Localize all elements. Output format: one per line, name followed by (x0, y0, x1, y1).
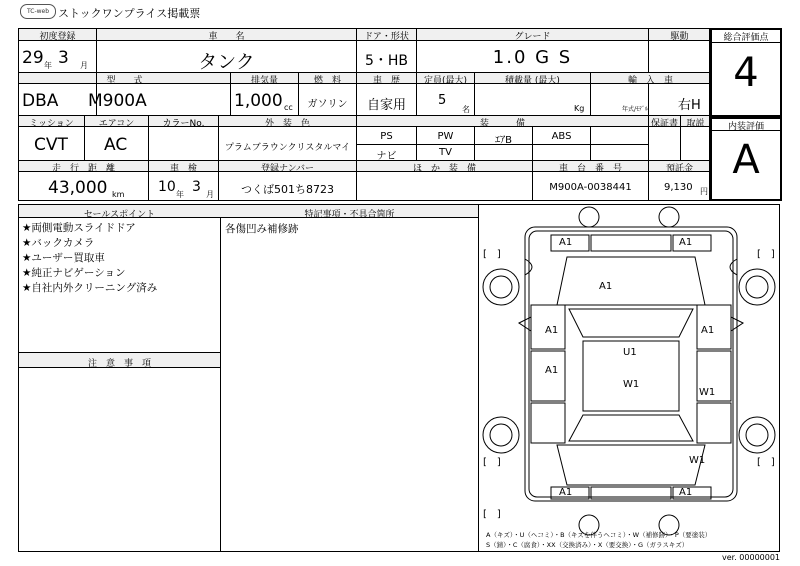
steering: 右H (678, 98, 701, 113)
capacity-label: 定員(最大) (423, 76, 468, 86)
car-name: タンク (198, 51, 255, 73)
grade-label: グレード (514, 32, 551, 42)
car-name-label: 車 名 (208, 32, 245, 42)
first-reg-month: 3 (58, 48, 69, 68)
plate-label: 登録ナンバー (261, 164, 314, 174)
damage-mark: A1 (701, 325, 715, 336)
fuel: ガソリン (307, 99, 348, 110)
first-reg-year-unit: 年 (44, 61, 52, 70)
model-label: 型 式 (106, 76, 143, 86)
exterior-color-label: 外 装 色 (264, 119, 310, 129)
load-unit: Kg (574, 104, 585, 113)
damage-mark: A1 (679, 487, 693, 498)
equip-tv: TV (439, 147, 452, 158)
bracket: [ ] (483, 249, 501, 260)
damage-mark: W1 (689, 455, 706, 466)
page-title: ストックワンプライス掲載票 (58, 7, 201, 20)
list-item: ★自社内外クリーニング済み (22, 282, 158, 294)
first-reg-label: 初度登録 (39, 32, 76, 42)
mileage: 43,000 (48, 178, 108, 198)
special-notes-label: 特記事項・不具合箇所 (304, 210, 395, 220)
load-label: 積載量 (最大) (505, 76, 560, 86)
other-equipment-label: ほ か 装 備 (412, 164, 476, 174)
capacity: 5 (438, 93, 447, 108)
list-item: ★ユーザー買取車 (22, 252, 105, 264)
inspection-year: 10 (158, 179, 176, 195)
chassis-no-label: 車 台 番 号 (558, 164, 622, 174)
bracket: [ ] (483, 457, 501, 468)
price-label: 預託金 (665, 164, 693, 174)
overall-score-value: 4 (733, 50, 759, 96)
manual-label: 取説 (686, 119, 705, 129)
bracket: [ ] (483, 509, 501, 520)
warranty-label: 保証書 (650, 119, 678, 129)
displacement: 1,000 (234, 91, 283, 111)
exterior-color: プラムブラウンクリスタルマイ (224, 143, 351, 153)
special-notes: 各傷凹み補修跡 (225, 223, 299, 235)
inspection-month-unit: 月 (206, 190, 214, 199)
fuel-label: 燃 料 (313, 76, 341, 86)
overall-score-label: 総合評価点 (723, 33, 769, 43)
legend-line-2: S（錆）・C（腐食）・XX（交換済み）・X（要交換）・G（ガラスキズ） (486, 541, 689, 549)
model: M900A (88, 91, 147, 111)
first-reg-month-unit: 月 (80, 61, 88, 70)
import-label: 輸 入 車 (627, 76, 673, 86)
aircon: AC (104, 135, 128, 155)
list-item: ★両側電動スライドドア (22, 222, 136, 234)
displacement-label: 排気量 (250, 76, 278, 86)
interior-score-label: 内装評価 (727, 122, 764, 132)
caution-label: 注 意 事 項 (87, 359, 151, 369)
first-reg-year: 29 (22, 48, 44, 68)
bracket: [ ] (757, 457, 775, 468)
deposit: 9,130 (664, 182, 693, 193)
model-prefix: DBA (22, 91, 59, 111)
bracket: [ ] (757, 249, 775, 260)
damage-mark: A1 (545, 365, 559, 376)
drive-label: 駆動 (670, 32, 689, 42)
equip-ps: PS (380, 131, 393, 142)
logo: TC-web (20, 4, 56, 19)
plate-number: つくば501ち8723 (241, 183, 334, 196)
door-shape: 5・HB (364, 53, 409, 69)
door-shape-label: ドア・形状 (364, 32, 409, 42)
mileage-unit: km (112, 190, 125, 199)
sales-points-list (22, 221, 157, 296)
version: ver. 00000001 (722, 553, 781, 562)
grade: 1.0 G S (492, 47, 573, 68)
damage-mark: A1 (679, 237, 693, 248)
damage-mark: A1 (559, 487, 573, 498)
mission: CVT (34, 135, 68, 155)
inspection-year-unit: 年 (176, 190, 184, 199)
aircon-label: エアコン (98, 119, 135, 129)
deposit-unit: 円 (700, 187, 708, 196)
sales-points-label: セールスポイント (83, 210, 156, 220)
equipment-label: 装 備 (479, 119, 525, 129)
list-item: ★純正ナビゲーション (22, 267, 126, 279)
displacement-unit: cc (284, 103, 293, 112)
damage-mark: W1 (699, 387, 716, 398)
equip-airbag: ｴｱB (495, 135, 512, 146)
car-damage-diagram (479, 205, 779, 551)
import-year: 年式/ﾓﾃﾞﾙ (622, 106, 649, 113)
damage-mark: A1 (599, 281, 613, 292)
damage-mark: A1 (559, 237, 573, 248)
mission-label: ミッション (29, 119, 74, 129)
color-no-label: カラーNo. (162, 119, 205, 129)
legend-line-1: A（キズ）・U（ヘコミ）・B（キズを伴うヘコミ）・W（補修跡）・P（要塗装） (486, 531, 712, 539)
history-label: 車 歴 (372, 76, 400, 86)
inspection-label: 車 検 (169, 164, 197, 174)
interior-score-value: A (732, 137, 760, 183)
list-item: ★バックカメラ (22, 237, 95, 249)
inspection-month: 3 (192, 179, 201, 195)
damage-mark: W1 (623, 379, 640, 390)
damage-mark: U1 (623, 347, 637, 358)
history: 自家用 (366, 98, 406, 113)
damage-mark: A1 (545, 325, 559, 336)
mileage-label: 走 行 距 離 (51, 164, 115, 174)
chassis-number: M900A-0038441 (549, 182, 632, 193)
equip-abs: ABS (551, 131, 572, 142)
capacity-unit: 名 (462, 105, 470, 114)
equip-navi: ナビ (376, 151, 397, 162)
equip-pw: PW (437, 131, 454, 142)
